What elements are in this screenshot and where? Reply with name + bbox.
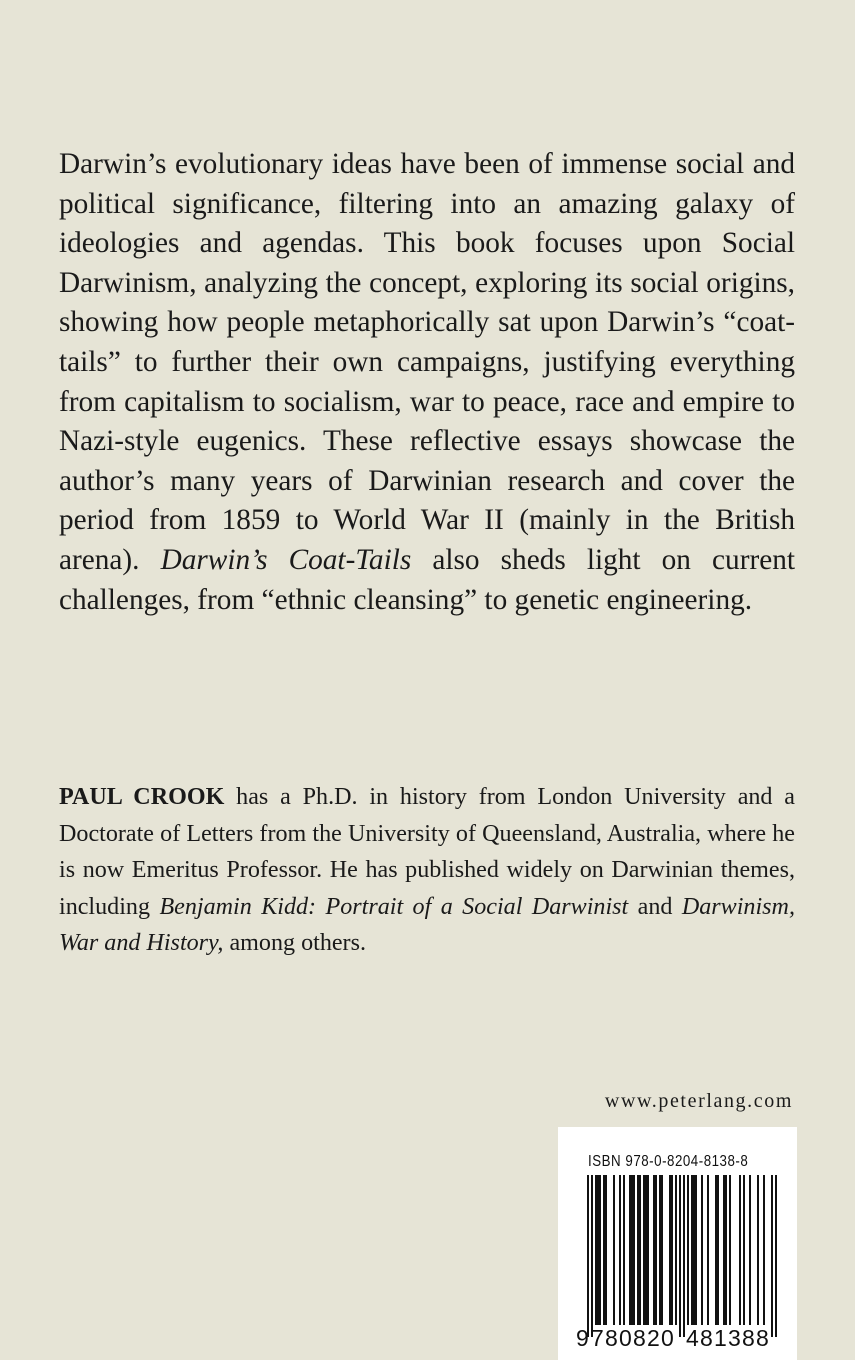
barcode-bar (661, 1175, 663, 1325)
barcode-bar (707, 1175, 709, 1325)
barcode-bar (739, 1175, 741, 1325)
bio-text-part3: among others. (223, 930, 366, 956)
barcode-bar (603, 1175, 605, 1325)
barcode-bar (623, 1175, 625, 1325)
bio-text-part1: has a Ph.D. in history from London University and a Doctorate of Letters from the University of Queensland, Australia, where he is now Emeritus Professor. He has published widely on Darwinian themes, including (59, 784, 796, 920)
author-bio (59, 779, 795, 962)
barcode-bar (637, 1175, 639, 1325)
barcode-bar (725, 1175, 727, 1325)
barcode-bar (743, 1175, 745, 1325)
barcode-bar (701, 1175, 703, 1325)
barcode-bar (763, 1175, 765, 1325)
barcode-guard-bar (587, 1175, 589, 1337)
barcode-bar (749, 1175, 751, 1325)
barcode-digit-first: 9 (576, 1325, 590, 1351)
publisher-url[interactable]: www.peterlang.com (604, 1090, 793, 1112)
author-name: PAUL CROOK (59, 784, 225, 810)
barcode-bar (633, 1175, 635, 1325)
barcode-bar (599, 1175, 601, 1325)
barcode-bar (671, 1175, 673, 1325)
barcode-bar (757, 1175, 759, 1325)
barcode-guard-bar (771, 1175, 773, 1337)
isbn-barcode (558, 1127, 797, 1360)
blurb-book-title: Darwin’s Coat-Tails (160, 543, 412, 576)
barcode-bar (691, 1175, 693, 1325)
barcode-bar (629, 1175, 631, 1325)
barcode-bar (693, 1175, 695, 1325)
barcode-bar (631, 1175, 633, 1325)
barcode-guard-bar (775, 1175, 777, 1337)
barcode-bar (639, 1175, 641, 1325)
barcode-digits-left: 780820 (591, 1325, 675, 1351)
barcode-digits-right: 481388 (686, 1325, 770, 1351)
barcode-bar (619, 1175, 621, 1325)
barcode-bar (597, 1175, 599, 1325)
barcode-bar (643, 1175, 645, 1325)
barcode-bar (653, 1175, 655, 1325)
blurb-text-part2: also sheds light on current challenges, from “ethnic cleansing” to genetic engineering. (59, 543, 795, 616)
blurb-paragraph (59, 145, 795, 620)
isbn-label: ISBN 978-0-8204-8138-8 (588, 1153, 749, 1170)
barcode-bar (695, 1175, 697, 1325)
barcode-bar (645, 1175, 647, 1325)
barcode-bar (715, 1175, 717, 1325)
blurb-text-part1: Darwin’s evolutionary ideas have been of immense social and political significance, filtering into an amazing galaxy of ideologies and agendas. This book focuses upon Social Darwinism, analyzing the concept, exploring its social origins, showing how people metaphorically sat upon Darwin’s “coat-tails” to further their own campaigns, justifying everything from capitalism to socialism, war to peace, race and empire to Nazi-style eugenics. These reflective essays showcase the author’s many years of Darwinian research and cover the period from 1859 to World War II (mainly in the British arena). (59, 148, 795, 576)
barcode-bar (647, 1175, 649, 1325)
barcode-bar (613, 1175, 615, 1325)
barcode-bar (669, 1175, 671, 1325)
barcode-bar (605, 1175, 607, 1325)
barcode-bar (717, 1175, 719, 1325)
bio-book-title-1: Benjamin Kidd: Portrait of a Social Darwinist (159, 893, 629, 920)
barcode-bar (659, 1175, 661, 1325)
bio-text-part2: and (628, 893, 682, 920)
barcode-bar (675, 1175, 677, 1325)
barcode-guard-bar (591, 1175, 593, 1337)
bio-book-title-2: Darwinism, War and History, (59, 893, 795, 956)
barcode-guard-bar (683, 1175, 685, 1337)
barcode-bar (723, 1175, 725, 1325)
barcode-bar (655, 1175, 657, 1325)
barcode-bar (729, 1175, 731, 1325)
barcode-bar (687, 1175, 689, 1325)
barcode-bar (595, 1175, 597, 1325)
barcode-guard-bar (679, 1175, 681, 1337)
